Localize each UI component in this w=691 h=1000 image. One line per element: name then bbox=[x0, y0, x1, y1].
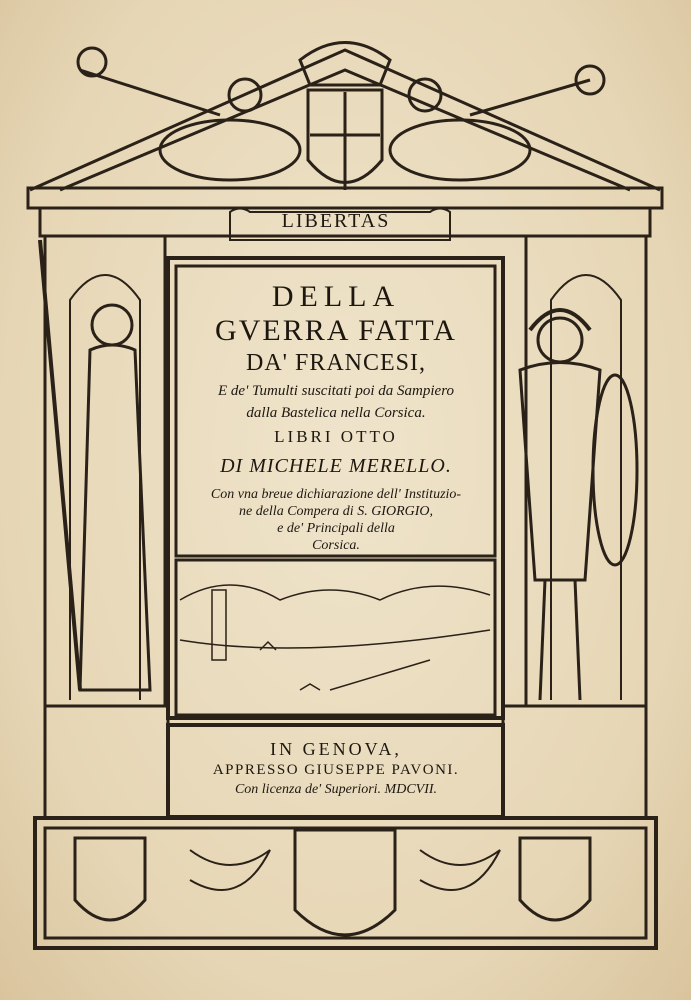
description-line-4: Corsica. bbox=[312, 538, 360, 553]
imprint-block bbox=[180, 738, 492, 800]
subtitle-line-2: dalla Bastelica nella Corsica. bbox=[246, 405, 426, 421]
author-line: DI MICHELE MERELLO. bbox=[220, 455, 452, 477]
right-coat-of-arms bbox=[520, 838, 590, 920]
right-reclining-figure bbox=[390, 120, 530, 180]
imprint-place: IN GENOVA, bbox=[270, 739, 402, 759]
title-line-3: DA' FRANCESI, bbox=[245, 350, 426, 376]
title-line-2: GVERRA FATTA bbox=[215, 314, 457, 347]
left-trumpet bbox=[80, 70, 220, 115]
description-line-3: e de' Principali della bbox=[277, 521, 395, 536]
right-trumpet bbox=[470, 80, 590, 115]
center-coat-of-arms bbox=[295, 830, 395, 935]
description-line-1: Con vna breue dichiarazione dell' Instituzio- bbox=[210, 487, 462, 502]
subtitle-line-1: E de' Tumulti suscitati poi da Sampiero bbox=[218, 383, 454, 399]
imprint-printer: APPRESSO GIUSEPPE PAVONI. bbox=[212, 762, 460, 778]
motto-banner: LIBERTAS bbox=[281, 210, 391, 232]
lighthouse-tower bbox=[212, 590, 226, 660]
title-block bbox=[180, 272, 492, 554]
description-line-2: ne della Compera di S. GIORGIO, bbox=[238, 504, 434, 519]
title-line-1: DELLA bbox=[271, 280, 401, 313]
imprint-license: Con licenza de' Superiori. MDCVII. bbox=[234, 782, 438, 797]
right-armored-figure bbox=[520, 310, 637, 700]
books-count: LIBRI OTTO bbox=[274, 427, 398, 446]
landscape-vignette bbox=[176, 560, 495, 715]
left-coat-of-arms bbox=[75, 838, 145, 920]
left-reclining-figure bbox=[160, 120, 300, 180]
left-allegorical-figure bbox=[40, 240, 150, 690]
shield bbox=[593, 375, 637, 565]
